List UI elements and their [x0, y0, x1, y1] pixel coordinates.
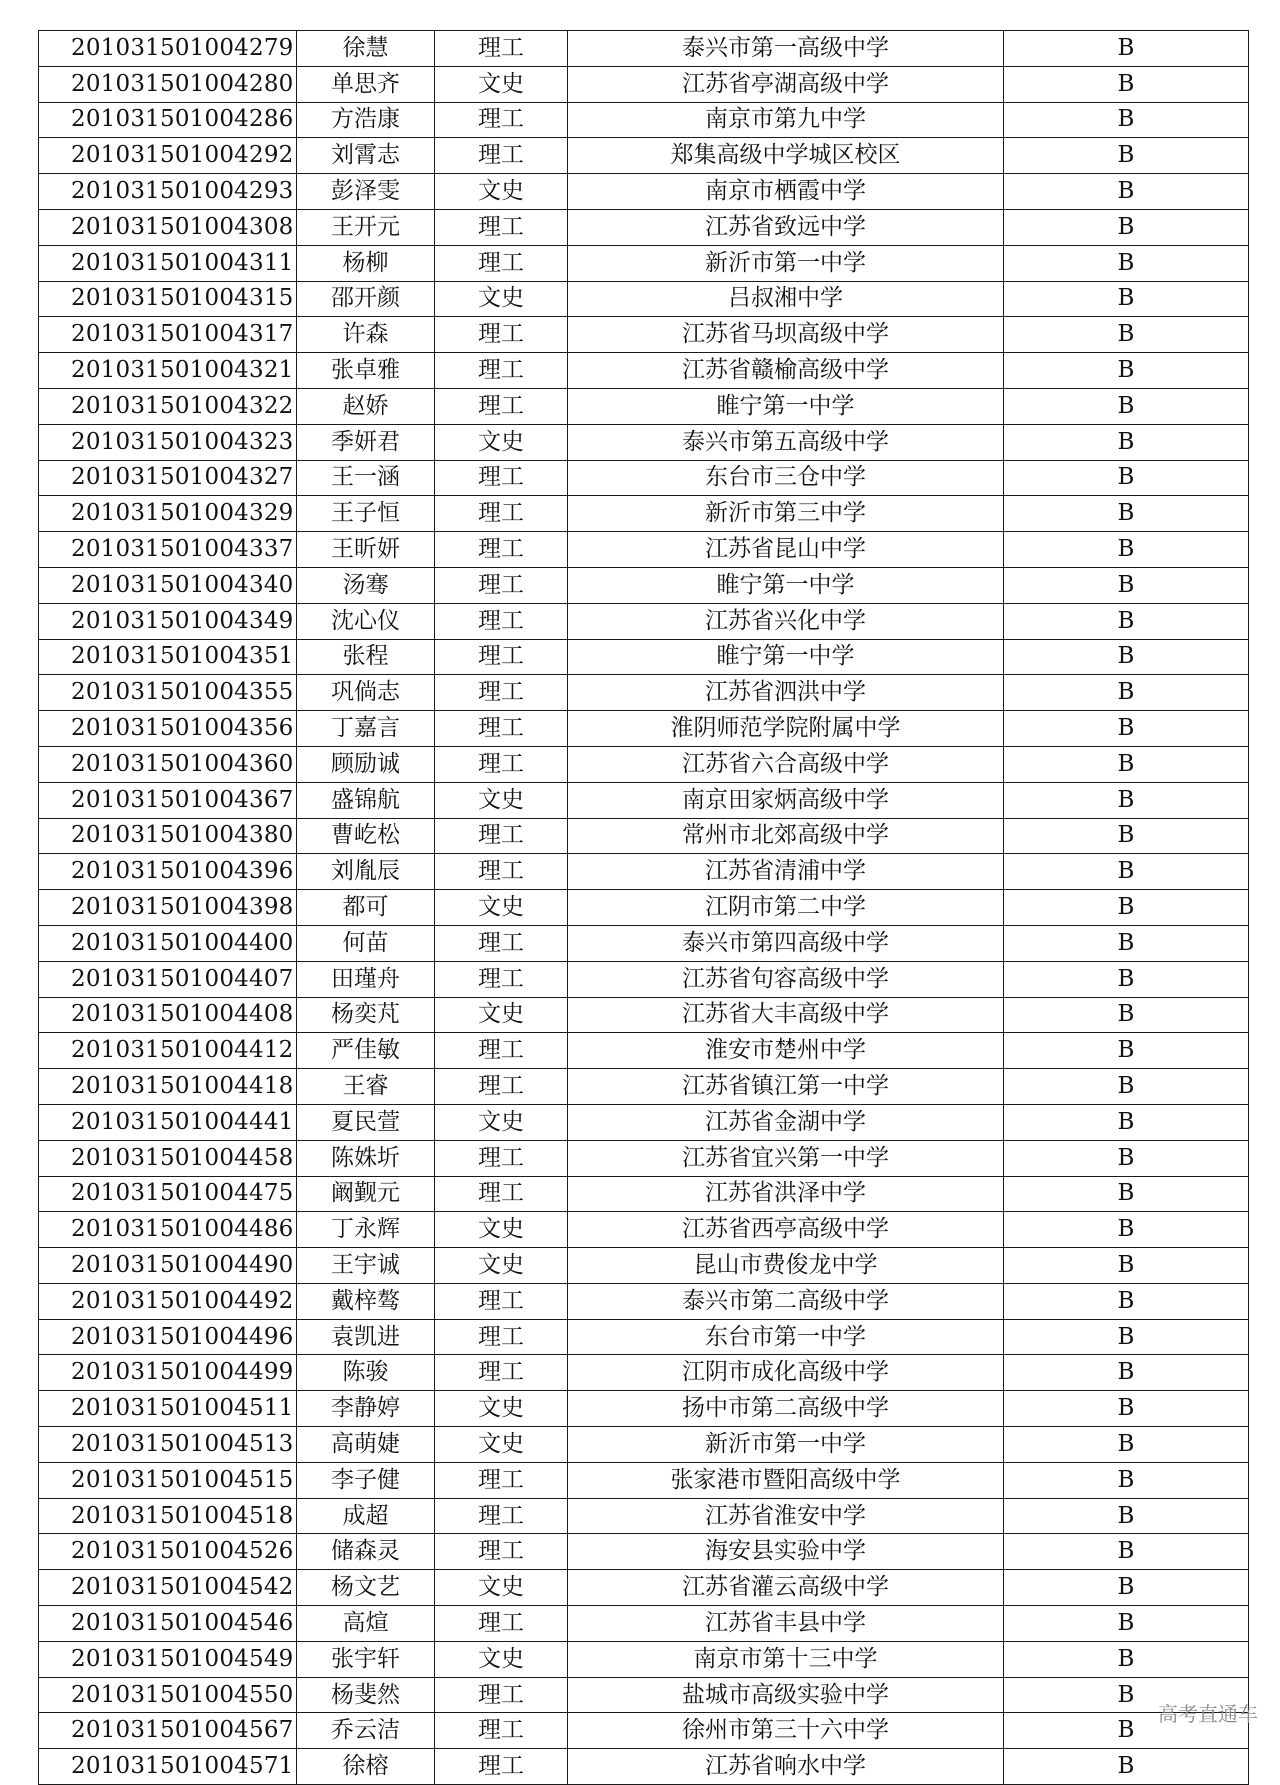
cell-track: 理工 — [435, 1176, 568, 1212]
table-row — [39, 1033, 1249, 1069]
table-row — [39, 603, 1249, 639]
cell-exam-id: 201031501004340 — [39, 567, 297, 603]
cell-exam-id: 201031501004441 — [39, 1104, 297, 1140]
cell-school: 江苏省亭湖高级中学 — [568, 66, 1004, 102]
table-row — [39, 1462, 1249, 1498]
cell-grade: B — [1004, 1355, 1249, 1391]
table-row — [39, 174, 1249, 210]
cell-grade: B — [1004, 353, 1249, 389]
cell-school: 江苏省淮安中学 — [568, 1498, 1004, 1534]
cell-school: 张家港市暨阳高级中学 — [568, 1462, 1004, 1498]
cell-student-name: 王昕妍 — [297, 532, 435, 568]
cell-student-name: 赵娇 — [297, 388, 435, 424]
cell-track: 理工 — [435, 567, 568, 603]
cell-grade: B — [1004, 1427, 1249, 1463]
table-row — [39, 245, 1249, 281]
cell-track: 理工 — [435, 1498, 568, 1534]
cell-track: 理工 — [435, 925, 568, 961]
cell-student-name: 邵开颜 — [297, 281, 435, 317]
cell-track: 理工 — [435, 1319, 568, 1355]
cell-grade: B — [1004, 675, 1249, 711]
watermark-text: 高考直通车 — [1158, 1702, 1258, 1726]
cell-grade: B — [1004, 1606, 1249, 1642]
cell-track: 理工 — [435, 854, 568, 890]
cell-school: 泰兴市第五高级中学 — [568, 424, 1004, 460]
table-row — [39, 424, 1249, 460]
cell-track: 理工 — [435, 1355, 568, 1391]
cell-school: 海安县实验中学 — [568, 1534, 1004, 1570]
table-row — [39, 281, 1249, 317]
cell-track: 理工 — [435, 1140, 568, 1176]
table-row — [39, 138, 1249, 174]
cell-school: 江苏省泗洪中学 — [568, 675, 1004, 711]
cell-exam-id: 201031501004511 — [39, 1391, 297, 1427]
cell-school: 江苏省马坝高级中学 — [568, 317, 1004, 353]
cell-track: 理工 — [435, 209, 568, 245]
cell-student-name: 成超 — [297, 1498, 435, 1534]
cell-student-name: 都可 — [297, 890, 435, 926]
table-row — [39, 1534, 1249, 1570]
cell-track: 理工 — [435, 675, 568, 711]
cell-exam-id: 201031501004407 — [39, 961, 297, 997]
cell-student-name: 王睿 — [297, 1069, 435, 1105]
cell-student-name: 王一涵 — [297, 460, 435, 496]
cell-exam-id: 201031501004321 — [39, 353, 297, 389]
cell-school: 江苏省昆山中学 — [568, 532, 1004, 568]
cell-exam-id: 201031501004286 — [39, 102, 297, 138]
cell-grade: B — [1004, 209, 1249, 245]
cell-track: 文史 — [435, 281, 568, 317]
table-row — [39, 532, 1249, 568]
cell-student-name: 巩倘志 — [297, 675, 435, 711]
table-row — [39, 388, 1249, 424]
cell-exam-id: 201031501004400 — [39, 925, 297, 961]
cell-school: 江苏省赣榆高级中学 — [568, 353, 1004, 389]
cell-school: 扬中市第二高级中学 — [568, 1391, 1004, 1427]
cell-grade: B — [1004, 424, 1249, 460]
cell-school: 江苏省句容高级中学 — [568, 961, 1004, 997]
cell-track: 理工 — [435, 1713, 568, 1749]
cell-exam-id: 201031501004549 — [39, 1641, 297, 1677]
cell-student-name: 袁凯进 — [297, 1319, 435, 1355]
table-row — [39, 102, 1249, 138]
table-row — [39, 31, 1249, 67]
cell-school: 淮安市楚州中学 — [568, 1033, 1004, 1069]
table-row — [39, 1283, 1249, 1319]
cell-school: 新沂市第三中学 — [568, 496, 1004, 532]
cell-track: 文史 — [435, 1391, 568, 1427]
cell-track: 理工 — [435, 639, 568, 675]
cell-school: 新沂市第一中学 — [568, 245, 1004, 281]
cell-school: 江苏省金湖中学 — [568, 1104, 1004, 1140]
cell-track: 理工 — [435, 353, 568, 389]
table-row — [39, 890, 1249, 926]
cell-track: 理工 — [435, 31, 568, 67]
cell-track: 理工 — [435, 603, 568, 639]
cell-exam-id: 201031501004492 — [39, 1283, 297, 1319]
cell-exam-id: 201031501004542 — [39, 1570, 297, 1606]
cell-grade: B — [1004, 317, 1249, 353]
cell-grade: B — [1004, 1248, 1249, 1284]
cell-exam-id: 201031501004323 — [39, 424, 297, 460]
cell-track: 理工 — [435, 818, 568, 854]
cell-student-name: 何苗 — [297, 925, 435, 961]
cell-student-name: 张程 — [297, 639, 435, 675]
cell-grade: B — [1004, 388, 1249, 424]
cell-student-name: 彭泽雯 — [297, 174, 435, 210]
cell-track: 理工 — [435, 388, 568, 424]
cell-school: 江苏省大丰高级中学 — [568, 997, 1004, 1033]
cell-student-name: 杨柳 — [297, 245, 435, 281]
cell-school: 江苏省灌云高级中学 — [568, 1570, 1004, 1606]
table-row — [39, 460, 1249, 496]
cell-exam-id: 201031501004349 — [39, 603, 297, 639]
cell-school: 江苏省丰县中学 — [568, 1606, 1004, 1642]
cell-track: 文史 — [435, 1248, 568, 1284]
cell-exam-id: 201031501004418 — [39, 1069, 297, 1105]
cell-exam-id: 201031501004408 — [39, 997, 297, 1033]
cell-grade: B — [1004, 1104, 1249, 1140]
cell-track: 理工 — [435, 138, 568, 174]
table-row — [39, 1212, 1249, 1248]
cell-exam-id: 201031501004513 — [39, 1427, 297, 1463]
cell-track: 文史 — [435, 1570, 568, 1606]
cell-student-name: 沈心仪 — [297, 603, 435, 639]
table-row — [39, 66, 1249, 102]
cell-student-name: 王宇诚 — [297, 1248, 435, 1284]
cell-school: 江阴市成化高级中学 — [568, 1355, 1004, 1391]
cell-school: 睢宁第一中学 — [568, 639, 1004, 675]
cell-school: 江苏省兴化中学 — [568, 603, 1004, 639]
cell-track: 理工 — [435, 1033, 568, 1069]
cell-track: 文史 — [435, 66, 568, 102]
cell-student-name: 王子恒 — [297, 496, 435, 532]
cell-track: 理工 — [435, 317, 568, 353]
cell-student-name: 杨奕芃 — [297, 997, 435, 1033]
cell-grade: B — [1004, 1749, 1249, 1785]
table-row — [39, 317, 1249, 353]
cell-exam-id: 201031501004280 — [39, 66, 297, 102]
cell-exam-id: 201031501004293 — [39, 174, 297, 210]
table-row — [39, 1749, 1249, 1785]
cell-track: 文史 — [435, 174, 568, 210]
cell-school: 南京市第十三中学 — [568, 1641, 1004, 1677]
table-row — [39, 1570, 1249, 1606]
cell-track: 文史 — [435, 782, 568, 818]
cell-exam-id: 201031501004396 — [39, 854, 297, 890]
cell-student-name: 刘霄志 — [297, 138, 435, 174]
table-row — [39, 1641, 1249, 1677]
cell-exam-id: 201031501004315 — [39, 281, 297, 317]
cell-track: 理工 — [435, 746, 568, 782]
cell-exam-id: 201031501004337 — [39, 532, 297, 568]
cell-exam-id: 201031501004279 — [39, 31, 297, 67]
cell-exam-id: 201031501004486 — [39, 1212, 297, 1248]
cell-student-name: 陈姝圻 — [297, 1140, 435, 1176]
cell-track: 文史 — [435, 424, 568, 460]
table-row — [39, 854, 1249, 890]
cell-student-name: 盛锦航 — [297, 782, 435, 818]
cell-student-name: 方浩康 — [297, 102, 435, 138]
cell-student-name: 储森灵 — [297, 1534, 435, 1570]
cell-grade: B — [1004, 31, 1249, 67]
cell-grade: B — [1004, 138, 1249, 174]
cell-track: 文史 — [435, 1427, 568, 1463]
cell-school: 淮阴师范学院附属中学 — [568, 711, 1004, 747]
table-row — [39, 1427, 1249, 1463]
cell-student-name: 刘胤辰 — [297, 854, 435, 890]
cell-student-name: 杨文艺 — [297, 1570, 435, 1606]
cell-student-name: 戴梓骜 — [297, 1283, 435, 1319]
cell-grade: B — [1004, 1713, 1249, 1749]
cell-school: 东台市三仓中学 — [568, 460, 1004, 496]
cell-student-name: 李静婷 — [297, 1391, 435, 1427]
table-row — [39, 1677, 1249, 1713]
cell-grade: B — [1004, 1498, 1249, 1534]
cell-school: 南京市栖霞中学 — [568, 174, 1004, 210]
table-row — [39, 496, 1249, 532]
cell-student-name: 顾励诚 — [297, 746, 435, 782]
cell-school: 泰兴市第一高级中学 — [568, 31, 1004, 67]
cell-school: 江苏省致远中学 — [568, 209, 1004, 245]
table-row — [39, 961, 1249, 997]
cell-exam-id: 201031501004327 — [39, 460, 297, 496]
cell-exam-id: 201031501004518 — [39, 1498, 297, 1534]
cell-exam-id: 201031501004496 — [39, 1319, 297, 1355]
cell-track: 理工 — [435, 1749, 568, 1785]
cell-grade: B — [1004, 102, 1249, 138]
cell-student-name: 丁永辉 — [297, 1212, 435, 1248]
table-row — [39, 1140, 1249, 1176]
cell-exam-id: 201031501004412 — [39, 1033, 297, 1069]
cell-grade: B — [1004, 603, 1249, 639]
cell-grade: B — [1004, 997, 1249, 1033]
cell-exam-id: 201031501004490 — [39, 1248, 297, 1284]
table-row — [39, 209, 1249, 245]
cell-grade: B — [1004, 281, 1249, 317]
table-row — [39, 1355, 1249, 1391]
cell-exam-id: 201031501004546 — [39, 1606, 297, 1642]
cell-student-name: 季妍君 — [297, 424, 435, 460]
cell-school: 徐州市第三十六中学 — [568, 1713, 1004, 1749]
cell-student-name: 单思齐 — [297, 66, 435, 102]
table-row — [39, 925, 1249, 961]
cell-school: 盐城市高级实验中学 — [568, 1677, 1004, 1713]
cell-school: 江苏省镇江第一中学 — [568, 1069, 1004, 1105]
cell-track: 理工 — [435, 711, 568, 747]
cell-exam-id: 201031501004311 — [39, 245, 297, 281]
cell-school: 常州市北郊高级中学 — [568, 818, 1004, 854]
cell-student-name: 李子健 — [297, 1462, 435, 1498]
cell-grade: B — [1004, 1677, 1249, 1713]
cell-grade: B — [1004, 925, 1249, 961]
table-row — [39, 782, 1249, 818]
cell-grade: B — [1004, 174, 1249, 210]
cell-grade: B — [1004, 711, 1249, 747]
cell-school: 东台市第一中学 — [568, 1319, 1004, 1355]
table-row — [39, 675, 1249, 711]
cell-student-name: 汤骞 — [297, 567, 435, 603]
cell-track: 理工 — [435, 245, 568, 281]
cell-exam-id: 201031501004526 — [39, 1534, 297, 1570]
cell-grade: B — [1004, 1534, 1249, 1570]
cell-exam-id: 201031501004458 — [39, 1140, 297, 1176]
cell-exam-id: 201031501004322 — [39, 388, 297, 424]
cell-school: 江阴市第二中学 — [568, 890, 1004, 926]
cell-grade: B — [1004, 460, 1249, 496]
cell-exam-id: 201031501004571 — [39, 1749, 297, 1785]
cell-school: 江苏省西亭高级中学 — [568, 1212, 1004, 1248]
cell-track: 理工 — [435, 1283, 568, 1319]
cell-school: 吕叔湘中学 — [568, 281, 1004, 317]
cell-grade: B — [1004, 890, 1249, 926]
table-row — [39, 1319, 1249, 1355]
cell-track: 文史 — [435, 1641, 568, 1677]
table-row — [39, 746, 1249, 782]
cell-exam-id: 201031501004356 — [39, 711, 297, 747]
cell-student-name: 王开元 — [297, 209, 435, 245]
cell-grade: B — [1004, 66, 1249, 102]
cell-exam-id: 201031501004550 — [39, 1677, 297, 1713]
cell-student-name: 严佳敏 — [297, 1033, 435, 1069]
cell-school: 泰兴市第四高级中学 — [568, 925, 1004, 961]
cell-grade: B — [1004, 818, 1249, 854]
cell-track: 理工 — [435, 1534, 568, 1570]
cell-student-name: 杨斐然 — [297, 1677, 435, 1713]
table-row — [39, 353, 1249, 389]
table-row — [39, 1176, 1249, 1212]
cell-grade: B — [1004, 532, 1249, 568]
table-row — [39, 1104, 1249, 1140]
table-row — [39, 567, 1249, 603]
cell-track: 理工 — [435, 961, 568, 997]
cell-track: 理工 — [435, 460, 568, 496]
cell-school: 郑集高级中学城区校区 — [568, 138, 1004, 174]
cell-grade: B — [1004, 1391, 1249, 1427]
table-row — [39, 1713, 1249, 1749]
table-row — [39, 711, 1249, 747]
cell-exam-id: 201031501004308 — [39, 209, 297, 245]
cell-school: 江苏省六合高级中学 — [568, 746, 1004, 782]
cell-student-name: 徐榕 — [297, 1749, 435, 1785]
cell-student-name: 张宇轩 — [297, 1641, 435, 1677]
cell-exam-id: 201031501004360 — [39, 746, 297, 782]
cell-school: 泰兴市第二高级中学 — [568, 1283, 1004, 1319]
cell-track: 理工 — [435, 102, 568, 138]
cell-student-name: 丁嘉言 — [297, 711, 435, 747]
cell-exam-id: 201031501004380 — [39, 818, 297, 854]
cell-track: 理工 — [435, 1606, 568, 1642]
cell-grade: B — [1004, 496, 1249, 532]
cell-grade: B — [1004, 1212, 1249, 1248]
cell-student-name: 乔云洁 — [297, 1713, 435, 1749]
cell-student-name: 陈骏 — [297, 1355, 435, 1391]
table-row — [39, 1069, 1249, 1105]
cell-track: 文史 — [435, 1212, 568, 1248]
table-row — [39, 1606, 1249, 1642]
cell-student-name: 高萌婕 — [297, 1427, 435, 1463]
cell-exam-id: 201031501004355 — [39, 675, 297, 711]
cell-grade: B — [1004, 1283, 1249, 1319]
cell-student-name: 高煊 — [297, 1606, 435, 1642]
table-row — [39, 639, 1249, 675]
cell-student-name: 张卓雅 — [297, 353, 435, 389]
table-row — [39, 818, 1249, 854]
cell-school: 睢宁第一中学 — [568, 388, 1004, 424]
cell-exam-id: 201031501004398 — [39, 890, 297, 926]
cell-exam-id: 201031501004367 — [39, 782, 297, 818]
cell-school: 江苏省洪泽中学 — [568, 1176, 1004, 1212]
cell-track: 理工 — [435, 1462, 568, 1498]
cell-student-name: 夏民萱 — [297, 1104, 435, 1140]
cell-grade: B — [1004, 639, 1249, 675]
cell-exam-id: 201031501004567 — [39, 1713, 297, 1749]
cell-exam-id: 201031501004329 — [39, 496, 297, 532]
cell-school: 江苏省响水中学 — [568, 1749, 1004, 1785]
cell-student-name: 阚觐元 — [297, 1176, 435, 1212]
cell-student-name: 曹屹松 — [297, 818, 435, 854]
cell-exam-id: 201031501004499 — [39, 1355, 297, 1391]
table-row — [39, 1248, 1249, 1284]
cell-grade: B — [1004, 1176, 1249, 1212]
cell-grade: B — [1004, 782, 1249, 818]
cell-student-name: 田瑾舟 — [297, 961, 435, 997]
cell-grade: B — [1004, 961, 1249, 997]
cell-school: 南京市第九中学 — [568, 102, 1004, 138]
cell-school: 江苏省宜兴第一中学 — [568, 1140, 1004, 1176]
cell-grade: B — [1004, 245, 1249, 281]
cell-track: 理工 — [435, 496, 568, 532]
cell-track: 理工 — [435, 1069, 568, 1105]
cell-track: 文史 — [435, 1104, 568, 1140]
cell-student-name: 徐慧 — [297, 31, 435, 67]
table-row — [39, 1498, 1249, 1534]
cell-track: 文史 — [435, 890, 568, 926]
cell-exam-id: 201031501004317 — [39, 317, 297, 353]
cell-track: 理工 — [435, 532, 568, 568]
cell-track: 文史 — [435, 997, 568, 1033]
cell-student-name: 许森 — [297, 317, 435, 353]
cell-grade: B — [1004, 1462, 1249, 1498]
cell-school: 江苏省清浦中学 — [568, 854, 1004, 890]
cell-exam-id: 201031501004351 — [39, 639, 297, 675]
cell-grade: B — [1004, 1570, 1249, 1606]
cell-grade: B — [1004, 746, 1249, 782]
cell-school: 睢宁第一中学 — [568, 567, 1004, 603]
cell-school: 新沂市第一中学 — [568, 1427, 1004, 1463]
table-body — [39, 31, 1249, 1785]
table-row — [39, 997, 1249, 1033]
cell-grade: B — [1004, 1140, 1249, 1176]
results-table — [38, 30, 1249, 1785]
cell-grade: B — [1004, 1641, 1249, 1677]
cell-school: 昆山市费俊龙中学 — [568, 1248, 1004, 1284]
cell-grade: B — [1004, 1319, 1249, 1355]
cell-exam-id: 201031501004475 — [39, 1176, 297, 1212]
cell-grade: B — [1004, 1069, 1249, 1105]
cell-grade: B — [1004, 1033, 1249, 1069]
cell-track: 理工 — [435, 1677, 568, 1713]
cell-grade: B — [1004, 567, 1249, 603]
table-row — [39, 1391, 1249, 1427]
cell-grade: B — [1004, 854, 1249, 890]
cell-exam-id: 201031501004292 — [39, 138, 297, 174]
cell-school: 南京田家炳高级中学 — [568, 782, 1004, 818]
cell-exam-id: 201031501004515 — [39, 1462, 297, 1498]
